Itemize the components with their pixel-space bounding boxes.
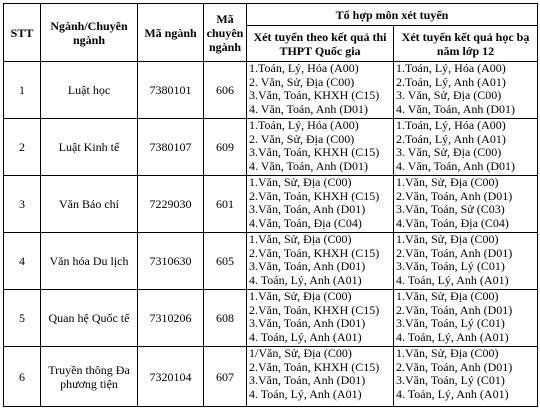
row-stt: 5 (4, 290, 41, 347)
combo-item: 3.Văn, Toán, Lý (C01) (396, 259, 505, 273)
combo-item: 1.Toán, Lý, Hóa (A00) (396, 61, 506, 75)
combo-item: 4. Văn, Toán, Anh (D01) (249, 101, 369, 116)
row-spec-code: 609 (204, 119, 247, 176)
combo-item: 1.Toán, Lý, Hóa (A00) (249, 118, 359, 132)
table-row (4, 119, 538, 176)
row-spec-code: 608 (204, 290, 247, 347)
combo-item: 2.Văn, Toán, KHXH (C15) (249, 188, 380, 203)
row-transcript-combos (394, 176, 538, 233)
combo-item: 3.Văn, Toán, Anh (D01) (249, 316, 366, 330)
combo-item: 4.Văn, Toán, Địa (C04) (249, 215, 362, 230)
row-transcript-combos (394, 290, 538, 347)
header-major: Ngành/Chuyên ngành (41, 4, 138, 62)
row-major-code: 7310630 (138, 233, 204, 290)
combo-item: 4. Toán, Lý, Anh (A01) (396, 272, 509, 287)
row-major-code: 7320104 (138, 347, 204, 407)
row-spec-code: 605 (204, 233, 247, 290)
combo-item: 3. Văn, Sử, Địa (C00) (396, 88, 502, 102)
admission-combinations-table (3, 3, 538, 407)
row-major-code: 7380107 (138, 119, 204, 176)
row-thpt-combos (247, 347, 394, 407)
row-transcript-combos (394, 233, 538, 290)
row-spec-code: 606 (204, 62, 247, 119)
combo-item: 2.Văn, Toán, KHXH (C15) (249, 359, 380, 374)
combo-item: 3.Văn, Toán, Lý (C01) (396, 316, 505, 330)
combo-item: 3. Văn, Sử, Địa (C00) (396, 145, 502, 159)
header-major-code: Mã ngành (138, 4, 204, 62)
combo-item: 4. Toán, Lý, Anh (A01) (249, 272, 362, 287)
combo-item: 2.Văn, Toán, Anh (D01) (396, 359, 513, 374)
row-major: Văn Báo chí (41, 176, 138, 233)
admission-table-container (3, 3, 538, 407)
combo-item: 2. Văn, Sử, Địa (C00) (249, 131, 355, 146)
row-transcript-combos (394, 347, 538, 407)
header-stt: STT (4, 4, 41, 62)
row-spec-code: 607 (204, 347, 247, 407)
row-stt: 4 (4, 233, 41, 290)
combo-item: 2.Văn, Toán, Anh (D01) (396, 245, 513, 260)
row-major: Truyền thông Đa phương tiện (41, 347, 138, 407)
row-transcript-combos (394, 62, 538, 119)
row-major: Văn hóa Du lịch (41, 233, 138, 290)
combo-item: 1.Toán, Lý, Hóa (A00) (396, 118, 506, 132)
combo-item: 1.Văn, Sử, Địa (C00) (249, 175, 352, 189)
combo-item: 2. Văn, Sử, Địa (C00) (249, 74, 355, 89)
header-spec-code: Mã chuyên ngành (204, 4, 247, 62)
header-row-top (4, 4, 538, 26)
row-spec-code: 601 (204, 176, 247, 233)
combo-item: 2.Văn, Toán, Anh (D01) (396, 188, 513, 203)
combo-item: 3.Văn, Toán, Anh (D01) (249, 202, 366, 216)
header-subject-combinations: Tổ hợp môn xét tuyển (247, 4, 538, 26)
row-thpt-combos (247, 233, 394, 290)
combo-item: 2.Toán, Lý, Anh (A01) (396, 131, 506, 146)
combo-item: 4. Văn, Toán, Anh (D01) (396, 158, 516, 173)
row-stt: 6 (4, 347, 41, 407)
table-row (4, 233, 538, 290)
combo-item: 2.Văn, Toán, Anh (D01) (396, 302, 513, 317)
combo-item: 4.Văn, Toán, Địa (C04) (396, 215, 509, 230)
combo-item: 1.Văn, Sử, Địa (C00) (396, 289, 499, 303)
row-thpt-combos (247, 62, 394, 119)
combo-item: 3.Văn, Toán, Anh (D01) (249, 259, 366, 273)
row-major-code: 7310206 (138, 290, 204, 347)
combo-item: 1.Văn, Sử, Địa (C00) (396, 346, 499, 360)
combo-item: 4. Toán, Lý, Anh (A01) (396, 386, 509, 401)
combo-item: 1/Văn, Sử, Địa (C00) (249, 346, 352, 360)
row-thpt-combos (247, 290, 394, 347)
combo-item: 4. Toán, Lý, Anh (A01) (249, 329, 362, 344)
combo-item: 2.Văn, Toán, KHXH (C15) (249, 302, 380, 317)
table-row (4, 62, 538, 119)
header-transcript: Xét tuyển kết quả học bạ năm lớp 12 (394, 26, 538, 62)
row-stt: 1 (4, 62, 41, 119)
combo-item: 3.Văn, Toán, Anh (D01) (249, 373, 366, 387)
row-stt: 2 (4, 119, 41, 176)
row-major: Luật Kinh tế (41, 119, 138, 176)
combo-item: 1.Văn, Sử, Địa (C00) (396, 232, 499, 246)
table-row (4, 347, 538, 407)
table-row (4, 290, 538, 347)
header-thpt-exam: Xét tuyển theo kết quả thi THPT Quốc gia (247, 26, 394, 62)
row-stt: 3 (4, 176, 41, 233)
combo-item: 1.Văn, Sử, Địa (C00) (249, 289, 352, 303)
row-major: Quan hệ Quốc tế (41, 290, 138, 347)
combo-item: 2.Văn, Toán, KHXH (C15) (249, 245, 380, 260)
row-major-code: 7380101 (138, 62, 204, 119)
row-transcript-combos (394, 119, 538, 176)
combo-item: 1.Toán, Lý, Hóa (A00) (249, 61, 359, 75)
row-thpt-combos (247, 119, 394, 176)
combo-item: 3.Văn, Toán, Sử (C03) (396, 202, 505, 216)
row-major-code: 7229030 (138, 176, 204, 233)
combo-item: 2.Toán, Lý, Anh (A01) (396, 74, 506, 89)
combo-item: 1.Văn, Sử, Địa (C00) (396, 175, 499, 189)
combo-item: 4. Toán, Lý, Anh (A01) (249, 386, 362, 401)
combo-item: 1.Văn, Sử, Địa (C00) (249, 232, 352, 246)
combo-item: 3.Văn, Toán, Lý (C01) (396, 373, 505, 387)
row-thpt-combos (247, 176, 394, 233)
combo-item: 4. Toán, Lý, Anh (A01) (396, 329, 509, 344)
combo-item: 4. Văn, Toán, Anh (D01) (249, 158, 369, 173)
combo-item: 4. Văn, Toán, Anh (D01) (396, 101, 516, 116)
row-major: Luật học (41, 62, 138, 119)
table-row (4, 176, 538, 233)
combo-item: 3.Văn, Toán, KHXH (C15) (249, 145, 380, 159)
combo-item: 3.Văn, Toán, KHXH (C15) (249, 88, 380, 102)
